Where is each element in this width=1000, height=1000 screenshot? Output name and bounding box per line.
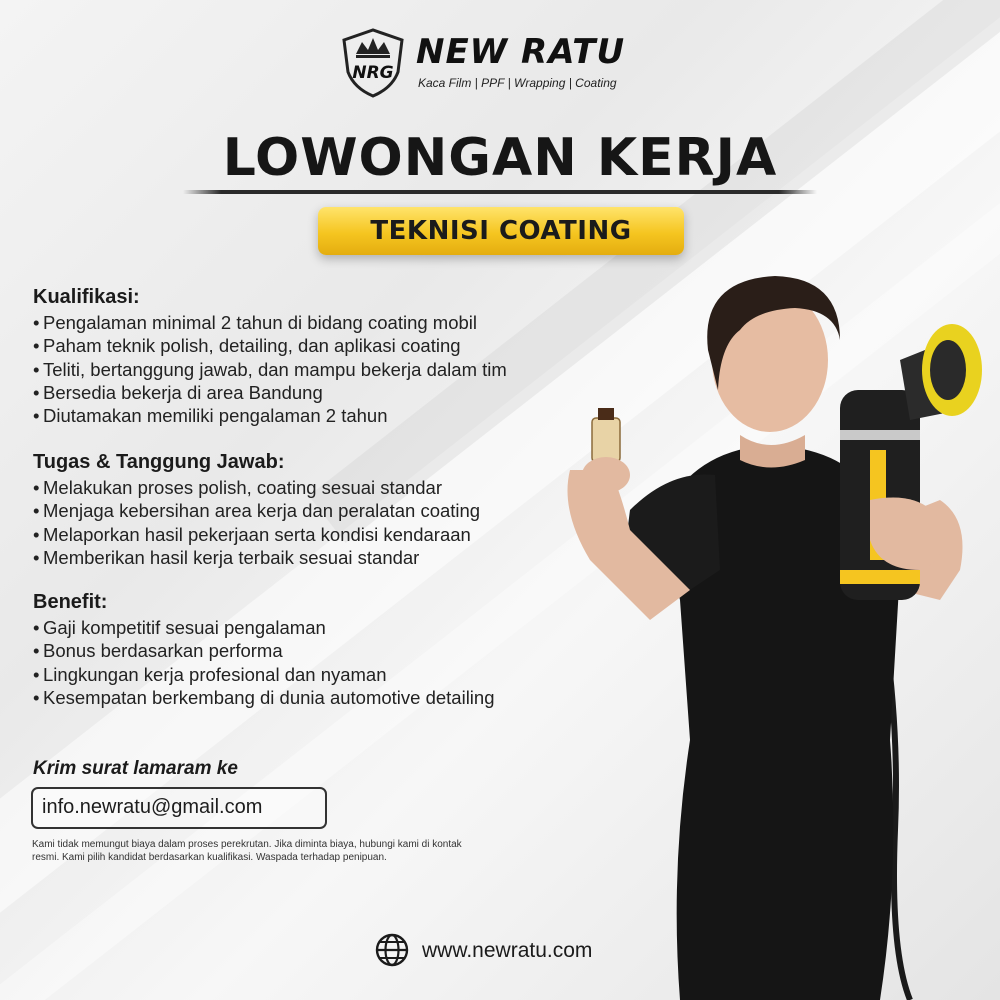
apply-label: Krim surat lamaram ke	[33, 758, 238, 779]
brand-name: NEW RATU	[416, 32, 626, 72]
position-title: TEKNISI COATING	[370, 216, 632, 246]
logo-mark: NRG	[352, 63, 394, 83]
list-item: • Melakukan proses polish, coating sesuai standar	[33, 477, 443, 498]
neck	[740, 435, 805, 468]
coating-bottle	[592, 418, 620, 462]
list-item: • Paham teknik polish, detailing, dan aplikasi coating	[33, 335, 461, 357]
list-item: • Menjaga kebersihan area kerja dan peralatan coating	[33, 500, 481, 522]
list-item: • Bonus berdasarkan performa	[33, 640, 283, 662]
headline: LOWONGAN KERJA	[222, 128, 778, 188]
list-item: • Pengalaman minimal 2 tahun di bidang coating mobil	[33, 312, 477, 333]
email-box[interactable]	[31, 787, 327, 829]
list-item: • Kesempatan berkembang di dunia automotive detailing	[33, 686, 495, 708]
section-heading: Kualifikasi:	[33, 286, 140, 308]
brand-logo	[338, 26, 668, 98]
brand-tagline: Kaca Film | PPF | Wrapping | Coating	[418, 76, 617, 90]
polisher-band	[840, 430, 920, 440]
technician-photo	[540, 270, 1000, 1000]
polisher-stripe	[840, 570, 920, 584]
list-item: • Diutamakan memiliki pengalaman 2 tahun	[33, 405, 388, 427]
headline-underline	[183, 190, 817, 194]
left-hand	[582, 457, 630, 493]
list-item: • Bersedia bekerja di area Bandung	[33, 381, 323, 403]
list-item: • Memberikan hasil kerja terbaik sesuai standar	[33, 546, 420, 568]
list-item: • Teliti, bertanggung jawab, dan mampu bekerja dalam tim	[33, 358, 507, 380]
position-badge	[318, 207, 684, 255]
list-item: • Lingkungan kerja profesional dan nyaman	[33, 663, 387, 685]
disclaimer: Kami tidak memungut biaya dalam proses perekrutan. Jika diminta biaya, hubungi kami di kontak resmi. Kami pilih kandidat berdasarkan kualifikasi. Waspada terhadap penipuan.	[32, 839, 462, 863]
section-heading: Benefit:	[33, 591, 108, 613]
list-item: • Melaporkan hasil pekerjaan serta kondisi kendaraan	[33, 523, 471, 545]
section-heading: Tugas & Tanggung Jawab:	[33, 451, 285, 473]
email-address[interactable]: info.newratu@gmail.com	[42, 796, 263, 818]
globe-icon	[374, 932, 410, 968]
website-url[interactable]: www.newratu.com	[422, 939, 593, 962]
pad-backing	[930, 340, 966, 400]
list-item: • Gaji kompetitif sesuai pengalaman	[33, 617, 326, 638]
crown-shield-icon	[338, 26, 408, 98]
bottle-cap	[598, 408, 614, 420]
